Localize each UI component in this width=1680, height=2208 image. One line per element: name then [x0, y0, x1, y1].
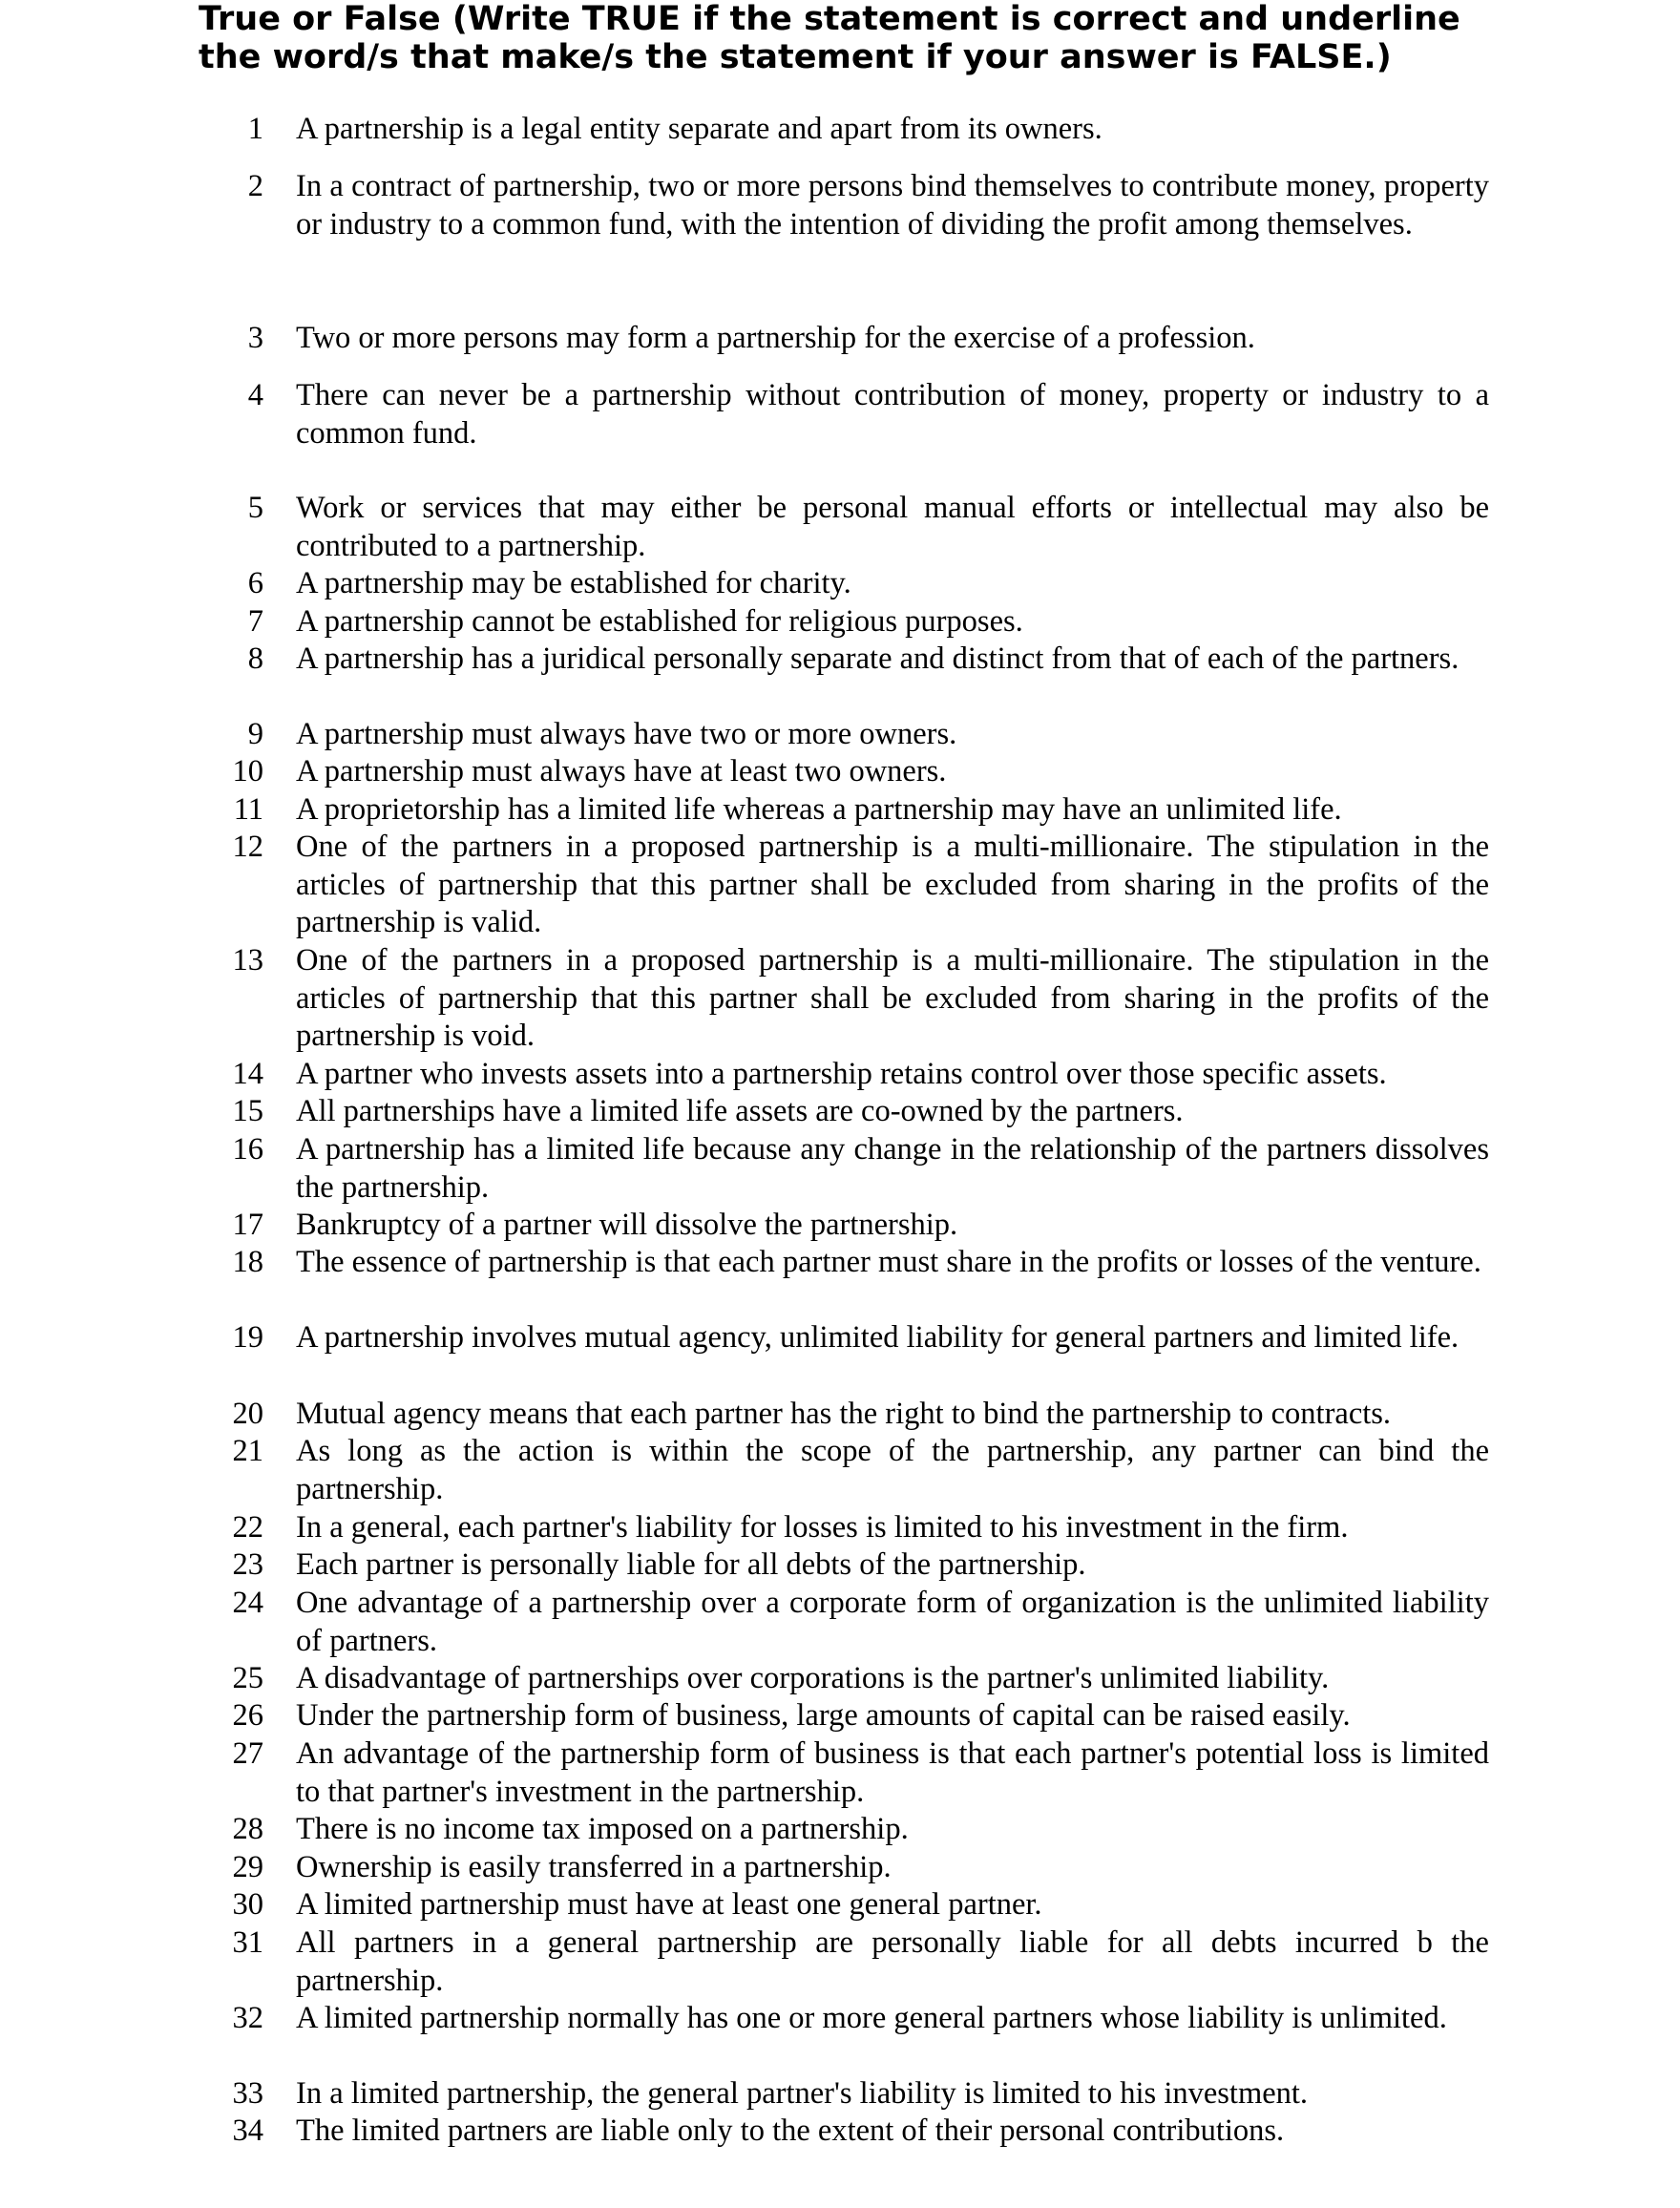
question-number: 14 — [232, 1057, 263, 1091]
question-number: 11 — [233, 792, 263, 827]
question-number: 24 — [232, 1586, 263, 1620]
question-text: A partnership must always have at least two owners. — [296, 754, 947, 789]
question-number: 22 — [232, 1510, 263, 1545]
question-number: 13 — [232, 943, 263, 978]
question-text: A proprietorship has a limited life whereas a partnership may have an unlimited life. — [296, 792, 1342, 827]
page-title: True or False (Write TRUE if the statement is correct and underline the word/s that make/s the statement if your answer is FALSE.) — [199, 0, 1460, 76]
question-text: A partnership cannot be established for religious purposes. — [296, 604, 1023, 639]
question-text: A partnership must always have two or more owners. — [296, 717, 957, 751]
question-text: A limited partnership normally has one or more general partners whose liability is unlimited. — [296, 2001, 1447, 2035]
question-text: An advantage of the partnership form of business is that each partner's potential loss is limited to that partner's investment in the partnership. — [296, 1736, 1489, 1809]
question-number: 25 — [232, 1661, 263, 1695]
question-number: 21 — [232, 1434, 263, 1468]
question-text: One advantage of a partnership over a corporate form of organization is the unlimited liability of partners. — [296, 1586, 1489, 1658]
question-number: 17 — [232, 1208, 263, 1242]
question-text: There can never be a partnership without contribution of money, property or industry to a common fund. — [296, 378, 1489, 451]
question-number: 7 — [247, 604, 263, 639]
question-text: Bankruptcy of a partner will dissolve the partnership. — [296, 1208, 958, 1242]
question-number: 5 — [247, 491, 263, 525]
question-number: 15 — [232, 1094, 263, 1128]
question-text: A partnership has a juridical personally separate and distinct from that of each of the partners. — [296, 641, 1460, 676]
question-text: All partnerships have a limited life assets are co-owned by the partners. — [296, 1094, 1184, 1128]
question-text: In a contract of partnership, two or more persons bind themselves to contribute money, property or industry to a common fund, with the intention of dividing the profit among themselves. — [296, 169, 1489, 242]
question-text: A limited partnership must have at least one general partner. — [296, 1887, 1042, 1922]
question-number: 10 — [232, 754, 263, 789]
question-text: One of the partners in a proposed partnership is a multi-millionaire. The stipulation in the articles of partnership that this partner shall be excluded from sharing in the profits of the partnership is valid. — [296, 830, 1489, 939]
question-text: Ownership is easily transferred in a partnership. — [296, 1850, 892, 1884]
question-number: 6 — [247, 566, 263, 600]
question-text: A partnership may be established for charity. — [296, 566, 851, 600]
question-number: 9 — [247, 717, 263, 751]
question-number: 34 — [232, 2113, 263, 2148]
question-text: The limited partners are liable only to the extent of their personal contributions. — [296, 2113, 1285, 2148]
question-text: A disadvantage of partnerships over corporations is the partner's unlimited liability. — [296, 1661, 1330, 1695]
question-text: A partnership is a legal entity separate and apart from its owners. — [296, 112, 1102, 146]
question-text: All partners in a general partnership are personally liable for all debts incurred b the partnership. — [296, 1925, 1489, 1998]
question-text: A partnership involves mutual agency, unlimited liability for general partners and limited life. — [296, 1320, 1460, 1355]
question-text: In a limited partnership, the general partner's liability is limited to his investment. — [296, 2076, 1309, 2111]
question-text: In a general, each partner's liability for losses is limited to his investment in the firm. — [296, 1510, 1349, 1545]
question-number: 31 — [232, 1925, 263, 1960]
question-number: 8 — [247, 641, 263, 676]
question-number: 16 — [232, 1132, 263, 1167]
question-number: 3 — [247, 321, 263, 355]
question-number: 27 — [232, 1736, 263, 1771]
question-number: 12 — [232, 830, 263, 864]
question-number: 26 — [232, 1698, 263, 1733]
question-number: 23 — [232, 1547, 263, 1582]
question-number: 30 — [232, 1887, 263, 1922]
question-number: 28 — [232, 1812, 263, 1846]
question-number: 2 — [247, 169, 263, 203]
question-number: 32 — [232, 2001, 263, 2035]
question-text: Work or services that may either be personal manual efforts or intellectual may also be contributed to a partnership. — [296, 491, 1489, 563]
question-text: A partner who invests assets into a partnership retains control over those specific assets. — [296, 1057, 1387, 1091]
question-number: 1 — [247, 112, 263, 146]
question-text: Each partner is personally liable for all debts of the partnership. — [296, 1547, 1086, 1582]
question-number: 18 — [232, 1245, 263, 1279]
question-number: 29 — [232, 1850, 263, 1884]
question-text: As long as the action is within the scope of the partnership, any partner can bind the partnership. — [296, 1434, 1489, 1506]
question-text: Mutual agency means that each partner has the right to bind the partnership to contracts. — [296, 1397, 1392, 1431]
question-text: There is no income tax imposed on a partnership. — [296, 1812, 909, 1846]
question-text: A partnership has a limited life because any change in the relationship of the partners dissolves the partnership. — [296, 1132, 1489, 1205]
question-text: One of the partners in a proposed partnership is a multi-millionaire. The stipulation in the articles of partnership that this partner shall be excluded from sharing in the profits of the partnership is void. — [296, 943, 1489, 1053]
question-number: 20 — [232, 1397, 263, 1431]
question-text: Under the partnership form of business, large amounts of capital can be raised easily. — [296, 1698, 1351, 1733]
question-text: Two or more persons may form a partnership for the exercise of a profession. — [296, 321, 1255, 355]
question-number: 33 — [232, 2076, 263, 2111]
question-number: 4 — [247, 378, 263, 412]
question-text: The essence of partnership is that each partner must share in the profits or losses of the venture. — [296, 1245, 1481, 1279]
question-number: 19 — [232, 1320, 263, 1355]
